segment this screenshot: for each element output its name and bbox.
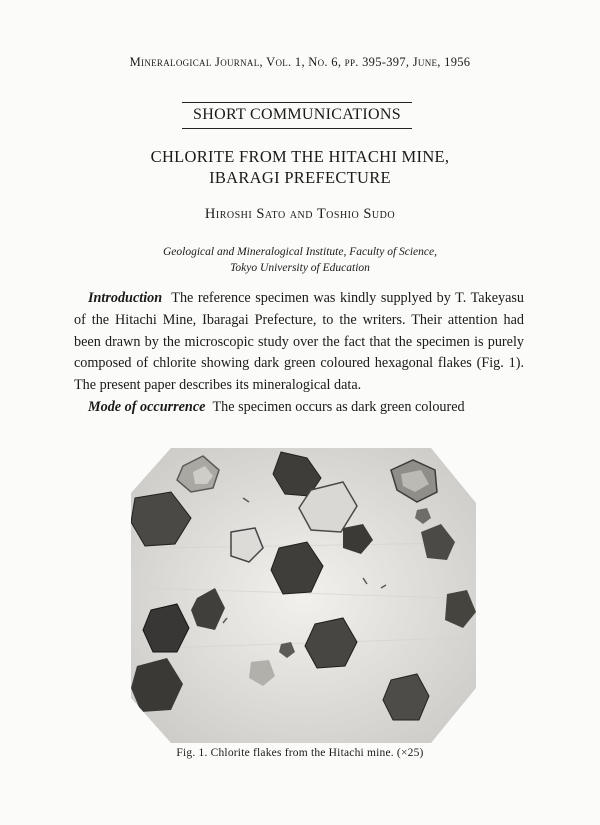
introduction-heading: Introduction: [88, 290, 163, 306]
affiliation-line-1: Geological and Mineralogical Institute, Faculty of Science,: [162, 246, 437, 258]
micrograph-image: [131, 448, 476, 743]
title-line-2: IBARAGI PREFECTURE: [209, 168, 391, 187]
affiliation: [0, 244, 600, 276]
figure-caption: Fig. 1. Chlorite flakes from the Hitachi mine. (×25): [176, 747, 424, 759]
article-title: [0, 146, 600, 188]
introduction-paragraph: [74, 288, 524, 397]
occurrence-paragraph: [74, 397, 524, 419]
section-label: SHORT COMMUNICATIONS: [182, 102, 412, 129]
article-body: [74, 288, 524, 419]
title-line-1: CHLORITE FROM THE HITACHI MINE,: [150, 147, 450, 166]
occurrence-text: The specimen occurs as dark green coloured: [212, 398, 465, 415]
affiliation-line-2: Tokyo University of Education: [230, 262, 370, 274]
occurrence-heading: Mode of occurrence: [88, 398, 206, 415]
figure-micrograph: [131, 448, 476, 743]
journal-header: Mineralogical Journal, Vol. 1, No. 6, pp. 395-397, June, 1956: [129, 55, 471, 69]
introduction-text: The reference specimen was kindly supplyed by T. Takeyasu of the Hitachi Mine, Ibaragai Prefecture, to the writers. Their attention had been drawn by the microscopic study over the fact that the specimen is purely composed of chlorite showing dark green coloured hexagonal flakes (Fig. 1). The present paper describes its mineralogical data.: [74, 290, 524, 394]
authors: Hiroshi Sato and Toshio Sudo: [204, 206, 396, 222]
